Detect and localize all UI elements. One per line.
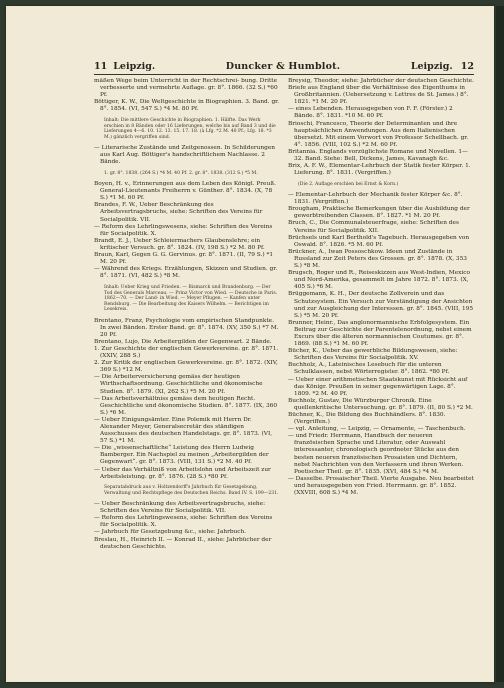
catalog-entry: Boyen, H. v., Erinnerungen aus dem Leben des Königl. Preuß. General-Lieutenants Freiherrn v. Günther. 8°. 1834. (X, 78 S.) *1 M. 60 Pf. (94, 181, 276, 202)
catalog-entry: Braun, Karl, Gegen G. G. Gervinus. gr. 8°. 1871. (II, 79 S.) *1 M. 20 Pf. (94, 252, 274, 266)
catalog-columns (94, 78, 474, 668)
catalog-entry: — vgl. Anleitung, — Leipzig, — Ornamente, — Taschenbuch. (288, 426, 466, 433)
page-header (94, 61, 474, 75)
catalog-entry: 1. Zur Geschichte der englischen Gewerkvereine. gr. 8°. 1871. (XXIV, 288 S.) (94, 345, 279, 360)
right-page-number: 12 (460, 61, 474, 72)
catalog-entry: Brugsch, Roger und R., Reiseskizzen aus West-Indien, Mexico und Nord-Amerika, gesammelt im Jahre 1872. 8°. 1873. (X, 405 S.) *6 M. (288, 270, 470, 291)
catalog-entry: Breysig, Theodor, siehe: Jahrbücher der deutschen Geschichte. (288, 78, 474, 84)
catalog-entry: — Jahrbuch für Gesetzgebung &c., siehe: Jahrbuch. (94, 529, 247, 536)
catalog-entry: Britannia. Englands vorzüglichste Romane und Novellen. 1—32. Band. Siehe: Bell, Dickens, James, Kavanagh &c. (288, 148, 468, 163)
catalog-entry: Brougham, Praktische Bemerkungen über die Ausbildung der gewerbtreibenden Classen. 8°. 1827. *1 M. 20 Pf. (288, 206, 470, 220)
catalog-entry: Buchholz, A., Lateinisches Lesebuch für die unteren Schulklassen, nebst Wörterregister. 8°. 1862. *80 Pf. (288, 362, 450, 376)
catalog-note: Inhalt: Die mittlere Geschichte in Biographien. 1. Hälfte. Das Werk erschien in 8 Bänden oder 16 Lieferungen, welche bis auf Band 3 und die Lieferungen 4—6. 10. 12. 13. 15. 17. 18. (à Lfg. *2 M. 40 Pf.; Lfg. 18. *3 M.) gänzlich vergriffen sind. (104, 118, 276, 140)
book-edge (496, 6, 504, 682)
catalog-entry: — Die Arbeiterversicherung gemäss der heutigen Wirthschaftsordnung. Geschichtliche und ökonomische Studien. 8°. 1879. (XI, 262 S.) *5 M. 20 Pf. (94, 374, 263, 395)
catalog-entry: — Während des Kriegs. Erzählungen, Skizzen und Studien. gr. 8°. 1871. (VI, 482 S.) *8 M. (94, 266, 278, 280)
catalog-entry: Brioschi, Francesco, Theorie der Determinanten und ihre hauptsächlichen Anwendungen. Aus dem Italienischen übersetzt. Mit einem Vorwort von Professor Schellbach. gr. 4°. 1856. (VIII, 102 S.) *2 M. 60 Pf. (288, 120, 469, 148)
catalog-note: (Die 2. Auflage erschien bei Ernst & Korn.) (298, 181, 399, 187)
catalog-entry: — Die „wissenschaftliche“ Leistung des Herrn Ludwig Bamberger. Ein Nachspiel zu meinen „Arbeitergilden der Gegenwart“. gr. 8°. 1873. (VIII, 131 S.) *2 M. 40 Pf. (94, 445, 269, 466)
catalog-entry: Brüggemann, K. H., Der deutsche Zollverein und das Schutzsystem. Ein Versuch zur Verständigung der Ansichten und zur Ausgleichung der Interessen. gr. 8°. 1845. (VIII, 195 S.) *5 M. 20 Pf. (288, 291, 474, 319)
catalog-page (6, 6, 494, 682)
catalog-entry: — Literarische Zustände und Zeitgenossen. In Schilderungen aus Karl Aug. Böttiger's handschriftlichem Nachlasse. 2 Bände. (94, 145, 276, 166)
catalog-note: Separatabdruck aus v. Holtzendorff's Jahrbuch für Gesetzgebung, Verwaltung und Rechtspflege des Deutschen Reichs. Band IV. S. 199—231. (104, 485, 279, 496)
catalog-entry: — Ueber Einigungsämter. Eine Polemik mit Herrn Dr. Alexander Meyer, Generalsecretär des ständigen Ausschusses des deutschen Handelstags. gr. 8°. 1873. (VI, 57 S.) *1 M. (94, 416, 273, 445)
catalog-entry: mäßen Wege beim Unterricht in der Rechtschrei- bung. Dritte verbesserte und vermehrte Auflage. gr. 8°. 1866. (32 S.) *60 Pf. (94, 78, 278, 99)
catalog-entry: Bücher, K., Ueber das gewerbliche Bildungswesen, siehe: Schriften des Vereins für Socialpolitik. XV. (288, 348, 458, 362)
catalog-entry: Brückner, A., Iwan Possoschkow. Ideen und Zustände in Russland zur Zeit Peters des Grossen. gr. 8°. 1878. (X, 353 S.) *8 M. (288, 248, 467, 270)
catalog-entry: — und Friedr. Herrmann, Handbuch der neueren französischen Sprache und Literatur, oder Auswahl interessanter, chronologisch geordneter Stücke aus den besten neueren französischen Prosaisten und Dichtern, nebst Nachrichten von den Verfassern und ihren Werken. Poetischer Theil. gr. 8°. 1835. (XVI, 484 S.) *4 M. (288, 433, 464, 475)
catalog-entry: Büchner, K., Die Bildung des Buchhändlers. 8°. 1830. (Vergriffen.) (288, 412, 446, 426)
catalog-entry: — Reform des Lehrlingswesens, siehe: Schriften des Vereins für Socialpolitik. X. (94, 515, 273, 529)
left-column (94, 78, 280, 668)
catalog-entry: — Reform des Lehrlingswesens, siehe: Schriften des Vereins für Socialpolitik. X. (94, 223, 273, 237)
catalog-entry: Briefe aus England über die Verhältnisse des Eigenthums in Großbritannien. (Uebersetzung v. Lettres de St. James.) 8°. 1821. *1 M. 20 Pf. (288, 85, 469, 106)
catalog-note: 1. gr. 8°. 1838. (264 S.) *4 M. 40 Pf. 2. gr. 8°. 1838. (312 S.) *5 M. (104, 170, 258, 176)
catalog-entry: Brüchsels und Karl Berthold's Tagebuch. Herausgegeben von Oswald. 8°. 1826. *5 M. 60 Pf. (288, 234, 470, 248)
catalog-entry: — Ueber das Verhältniß von Arbeitslohn und Arbeitszeit zur Arbeitsleistung. gr. 8°. 1876. (28 S.) *80 Pf. (94, 466, 271, 480)
catalog-entry: Brandes, F. W., Ueber Beschränkung des Arbeitsvertragsbruchs, siehe: Schriften des Vereins für Socialpolitik. VII. (94, 202, 263, 223)
catalog-note: Inhalt: Ueber Krieg und Frieden. — Bismarck und Brandenburg. — Der Tod des Generals Marceau. — Prinz Victor von Wied. — Deutsche in Paris. 1862—70. — Der Land- in Wied. — Meyer Pflugen. — Kanfen unter Rendsburg. — Die Bearbeitung des Kaisers Wilhelm. — Berichtigen im Lesekreis. (104, 285, 278, 313)
left-page-number: 11 (94, 61, 108, 72)
catalog-entry: 2. Zur Kritik der englischen Gewerkvereine. gr. 8°. 1872. (XIV, 369 S.) *12 M. (94, 360, 278, 374)
catalog-entry: — Ueber einer arithmetischen Staatskunst mit Rücksicht auf das Königr. Preußen in seiner gegenwärtigen Lage. 8°. 1809. *2 M. 40 Pf. (288, 376, 468, 397)
catalog-entry: Böttiger, K. W., Die Weltgeschichte in Biographien. 3. Band. gr. 8°. 1854. (VI, 547 S.) *4 M. 80 Pf. (94, 99, 280, 113)
catalog-entry: — eines Lebenden. Herausgegeben von F. F. (Förster.) 2 Bände. 8°. 1831. *10 M. 60 Pf. (288, 106, 453, 120)
catalog-entry: Brentano, Lujo, Die Arbeitergilden der Gegenwart. 2 Bände. (94, 338, 272, 345)
catalog-entry: Brunner, Heinr., Das anglonormannische Erbfolgesystem. Ein Beitrag zur Geschichte der Parentelenordnung, nebst einem Excurs über die älteren normannischen Coutumes. gr. 8°. 1869. (88 S.) *1 M. 60 Pf. (288, 319, 472, 348)
left-place: Leipzig. (113, 61, 156, 72)
catalog-entry: — Elementar-Lehrbuch der Mechanik fester Körper &c. 8°. 1831. (Vergriffen.) (288, 192, 463, 206)
catalog-entry: — Ueber Beschränkung des Arbeitsvertragsbruchs, siehe: Schriften des Vereins für Socialpolitik. VII. (94, 501, 266, 515)
right-column (288, 78, 474, 668)
catalog-entry: Breslau, H., Heinrich II. — Konrad II., siehe: Jahrbücher der deutschen Geschichte. (94, 536, 272, 550)
catalog-entry: Buchholz, Gustav, Die Würzburger Chronik. Eine quellenkritische Untersuchung. gr. 8°. 1879. (II, 80 S.) *2 M. (288, 397, 473, 411)
catalog-entry: — Das Arbeitsverhältniss gemäss dem heutigen Recht. Geschichtliche und ökonomische Studien. 8°. 1877. (IX, 360 S.) *6 M. (94, 395, 278, 416)
catalog-entry: Brix, A. F. W., Elementar-Lehrbuch der Statik fester Körper. 1. Lieferung. 8°. 1831. (Vergriffen.) (288, 163, 471, 177)
catalog-entry: Brandt, E. J., Ueber Schleiermachers Glaubenslehre; ein kritischer Versuch. gr. 8°. 1824. (IV, 198 S.) *2 M. 80 Pf. (94, 237, 265, 251)
right-place: Leipzig. (410, 61, 453, 72)
catalog-entry: — Dasselbe. Prosaischer Theil. Vierte Ausgabe. Neu bearbeitet und herausgegeben von Fried. Herrmann. gr. 8°. 1852. (XXVIII, 608 S.) *4 M. (288, 475, 474, 497)
catalog-entry: Brentano, Franz, Psychologie vom empirischen Standpunkte. In zwei Bänden. Erster Band. gr. 8°. 1874. (XV, 350 S.) *7 M. 20 Pf. (94, 317, 279, 338)
catalog-entry: Bruch, C., Die Communalsteuerfrage, siehe: Schriften des Vereins für Socialpolitik. XII. (288, 220, 459, 234)
publisher-name: Duncker & Humblot. (225, 61, 341, 72)
